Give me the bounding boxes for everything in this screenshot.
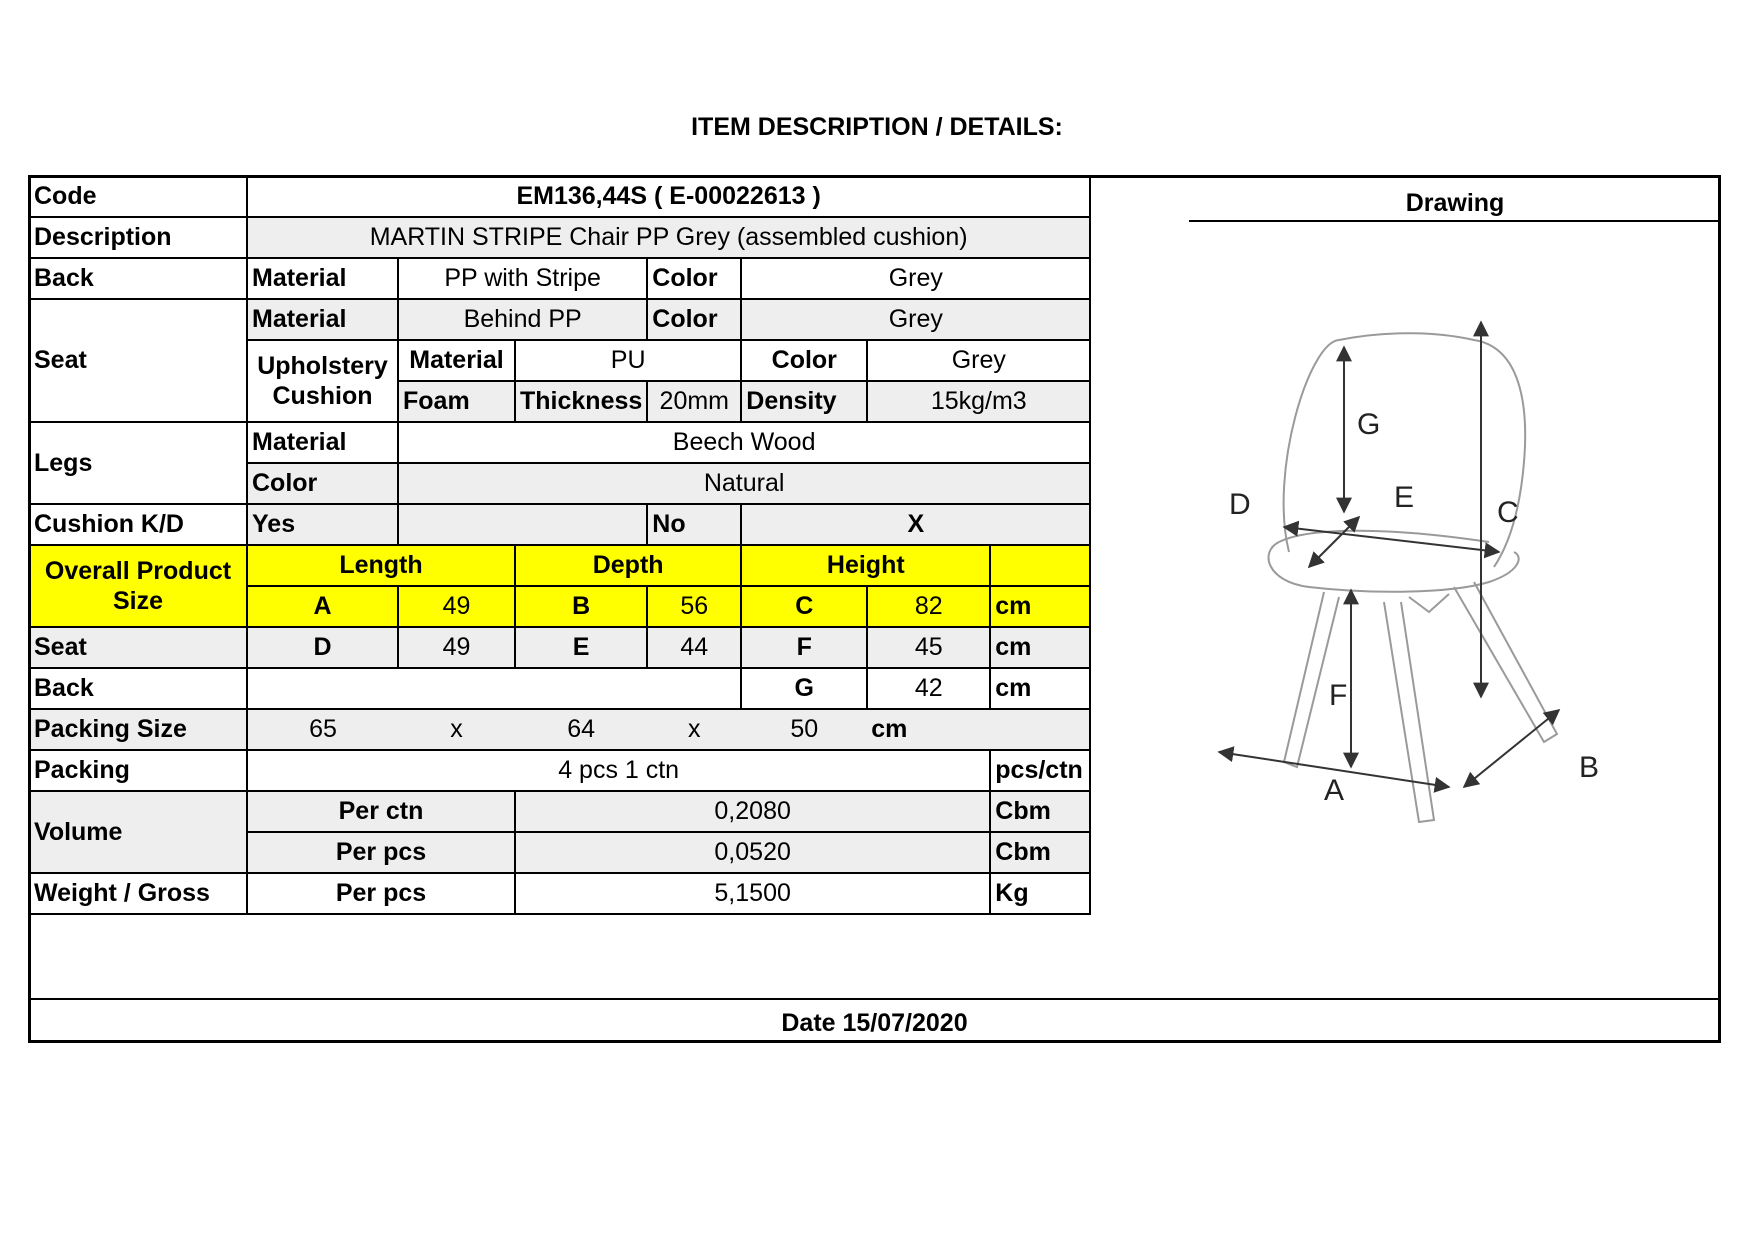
c-label: C [741, 586, 867, 627]
upholstery-material-label: Material [398, 340, 515, 381]
page-title: ITEM DESCRIPTION / DETAILS: [691, 113, 1063, 141]
dim-b-line [1464, 710, 1559, 787]
volume-per-pcs-unit: Cbm [990, 832, 1090, 873]
foam-label: Foam [398, 381, 515, 422]
thickness-label: Thickness [515, 381, 647, 422]
a-label: A [247, 586, 398, 627]
seat-size-label: Seat [29, 627, 247, 668]
packing-x1: x [398, 709, 515, 750]
volume-label: Volume [29, 791, 247, 873]
seat-color-label: Color [647, 299, 741, 340]
dim-label-a: A [1324, 774, 1345, 807]
f-label: F [741, 627, 867, 668]
seat-material-label: Material [247, 299, 398, 340]
back-size-unit: cm [990, 668, 1090, 709]
back-color-value: Grey [741, 258, 1090, 299]
dim-e-line [1309, 517, 1359, 567]
length-header: Length [247, 545, 515, 586]
packing-value: 4 pcs 1 ctn [247, 750, 990, 791]
cushion-kd-yes-label: Yes [247, 504, 398, 545]
upholstery-cushion-label: Upholstery Cushion [247, 340, 398, 422]
b-label: B [515, 586, 647, 627]
upholstery-material-value: PU [515, 340, 741, 381]
drawing-area [1189, 222, 1721, 998]
d-label: D [247, 627, 398, 668]
overall-unit: cm [990, 586, 1090, 627]
cushion-kd-no-label: No [647, 504, 741, 545]
cushion-kd-label: Cushion K/D [29, 504, 247, 545]
g-value: 42 [867, 668, 990, 709]
packing-label: Packing [29, 750, 247, 791]
legs-label: Legs [29, 422, 247, 504]
packing-length: 65 [247, 709, 398, 750]
chair-leg-rear-right [1454, 582, 1557, 742]
depth-header: Depth [515, 545, 741, 586]
code-value: EM136,44S ( E-00022613 ) [247, 176, 1090, 217]
density-label: Density [741, 381, 867, 422]
thickness-value: 20mm [647, 381, 741, 422]
d-value: 49 [398, 627, 515, 668]
weight-unit: Kg [990, 873, 1090, 914]
code-label: Code [29, 176, 247, 217]
volume-per-pcs-value: 0,0520 [515, 832, 990, 873]
drawing-header: Drawing [1189, 175, 1721, 222]
dim-label-d: D [1229, 488, 1251, 521]
height-header: Height [741, 545, 990, 586]
dim-label-b: B [1579, 751, 1600, 784]
dim-label-c: C [1497, 496, 1519, 529]
back-material-label: Material [247, 258, 398, 299]
weight-label: Weight / Gross [29, 873, 247, 914]
packing-size-label: Packing Size [29, 709, 247, 750]
chair-leg-rear-left [1409, 594, 1449, 612]
weight-per-pcs-label: Per pcs [247, 873, 515, 914]
legs-material-value: Beech Wood [398, 422, 1090, 463]
e-value: 44 [647, 627, 741, 668]
date-footer: Date 15/07/2020 [28, 998, 1721, 1043]
volume-per-pcs-label: Per pcs [247, 832, 515, 873]
legs-color-value: Natural [398, 463, 1090, 504]
f-value: 45 [867, 627, 990, 668]
chair-drawing [1189, 222, 1721, 998]
back-material-value: PP with Stripe [398, 258, 647, 299]
seat-material-value: Behind PP [398, 299, 647, 340]
cushion-kd-no-value: X [741, 504, 1090, 545]
b-value: 56 [647, 586, 741, 627]
dim-label-e: E [1394, 481, 1415, 514]
back-color-label: Color [647, 258, 741, 299]
seat-label: Seat [29, 299, 247, 422]
weight-per-pcs-value: 5,1500 [515, 873, 990, 914]
legs-color-label: Color [247, 463, 398, 504]
g-label: G [741, 668, 867, 709]
packing-unit: pcs/ctn [990, 750, 1090, 791]
back-label: Back [29, 258, 247, 299]
upholstery-color-label: Color [741, 340, 867, 381]
packing-size-unit: cm [867, 709, 1090, 750]
legs-material-label: Material [247, 422, 398, 463]
description-value: MARTIN STRIPE Chair PP Grey (assembled cushion) [247, 217, 1090, 258]
seat-size-unit: cm [990, 627, 1090, 668]
volume-per-ctn-label: Per ctn [247, 791, 515, 832]
a-value: 49 [398, 586, 515, 627]
volume-per-ctn-unit: Cbm [990, 791, 1090, 832]
seat-color-value: Grey [741, 299, 1090, 340]
upholstery-color-value: Grey [867, 340, 1090, 381]
dim-label-f: F [1329, 679, 1348, 712]
packing-width: 64 [515, 709, 647, 750]
packing-height: 50 [741, 709, 867, 750]
overall-size-label: Overall Product Size [29, 545, 247, 627]
chair-leg-front-right [1384, 602, 1434, 822]
volume-per-ctn-value: 0,2080 [515, 791, 990, 832]
c-value: 82 [867, 586, 990, 627]
back-size-label: Back [29, 668, 247, 709]
packing-x2: x [647, 709, 741, 750]
e-label: E [515, 627, 647, 668]
description-label: Description [29, 217, 247, 258]
dim-label-g: G [1357, 408, 1381, 441]
density-value: 15kg/m3 [867, 381, 1090, 422]
